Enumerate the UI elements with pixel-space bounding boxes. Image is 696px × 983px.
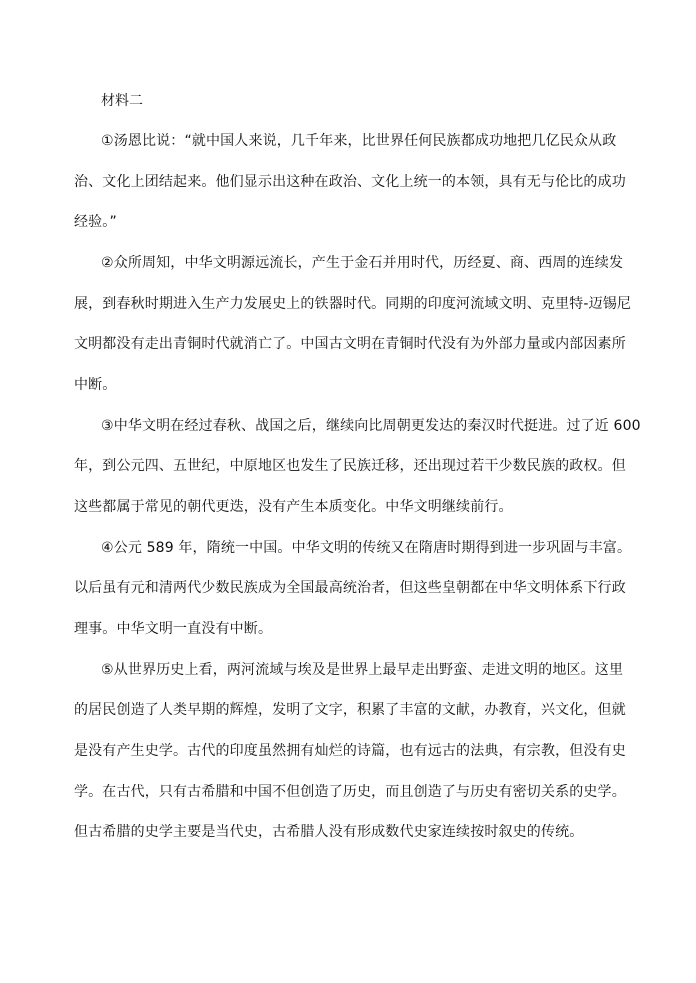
paragraph-2-line-2: 展，到春秋时期进入生产力发展史上的铁器时代。同期的印度河流域文明、克里特-迈锡尼 <box>74 296 632 312</box>
paragraph-1-line-2: 治、文化上团结起来。他们显示出这种在政治、文化上统一的本领，具有无与伦比的成功 <box>74 174 626 190</box>
paragraph-1-line-3: 经验。” <box>74 214 117 230</box>
paragraph-3-line-2: 年，到公元四、五世纪，中原地区也发生了民族迁移，还出现过若干少数民族的政权。但 <box>74 458 626 474</box>
paragraph-2-line-3: 文明都没有走出青铜时代就消亡了。中国古文明在青铜时代没有为外部力量或内部因素所 <box>74 336 626 352</box>
paragraph-5-line-5: 但古希腊的史学主要是当代史，古希腊人没有形成数代史家连续按时叙史的传统。 <box>74 824 584 840</box>
paragraph-2-line-4: 中断。 <box>74 377 117 393</box>
paragraph-2-line-1: ②众所周知，中华文明源远流长，产生于金石并用时代，历经夏、商、西周的连续发 <box>101 255 624 271</box>
paragraph-4-line-1: ④公元 589 年，隋统一中国。中华文明的传统又在隋唐时期得到进一步巩固与丰富。 <box>101 540 632 556</box>
paragraph-1-line-1: ①汤恩比说：“就中国人来说，几千年来，比世界任何民族都成功地把几亿民众从政 <box>101 133 617 149</box>
paragraph-4-line-2: 以后虽有元和清两代少数民族成为全国最高统治者，但这些皇朝都在中华文明体系下行政 <box>74 580 626 596</box>
paragraph-3-line-1: ③中华文明在经过春秋、战国之后，继续向比周朝更发达的秦汉时代挺进。过了近 600 <box>101 418 641 434</box>
paragraph-3-line-3: 这些都属于常见的朝代更迭，没有产生本质变化。中华文明继续前行。 <box>74 499 513 515</box>
paragraph-5-line-3: 是没有产生史学。古代的印度虽然拥有灿烂的诗篇，也有远古的法典，有宗教，但没有史 <box>74 743 626 759</box>
section-heading: 材料二 <box>101 93 143 109</box>
paragraph-5-line-2: 的居民创造了人类早期的辉煌，发明了文字，积累了丰富的文献，办教育，兴文化，但就 <box>74 702 626 718</box>
paragraph-4-line-3: 理事。中华文明一直没有中断。 <box>74 621 273 637</box>
paragraph-5-line-1: ⑤从世界历史上看，两河流域与埃及是世界上最早走出野蛮、走进文明的地区。这里 <box>101 662 624 678</box>
paragraph-5-line-4: 学。在古代，只有古希腊和中国不但创造了历史，而且创造了与历史有密切关系的史学。 <box>74 784 626 800</box>
